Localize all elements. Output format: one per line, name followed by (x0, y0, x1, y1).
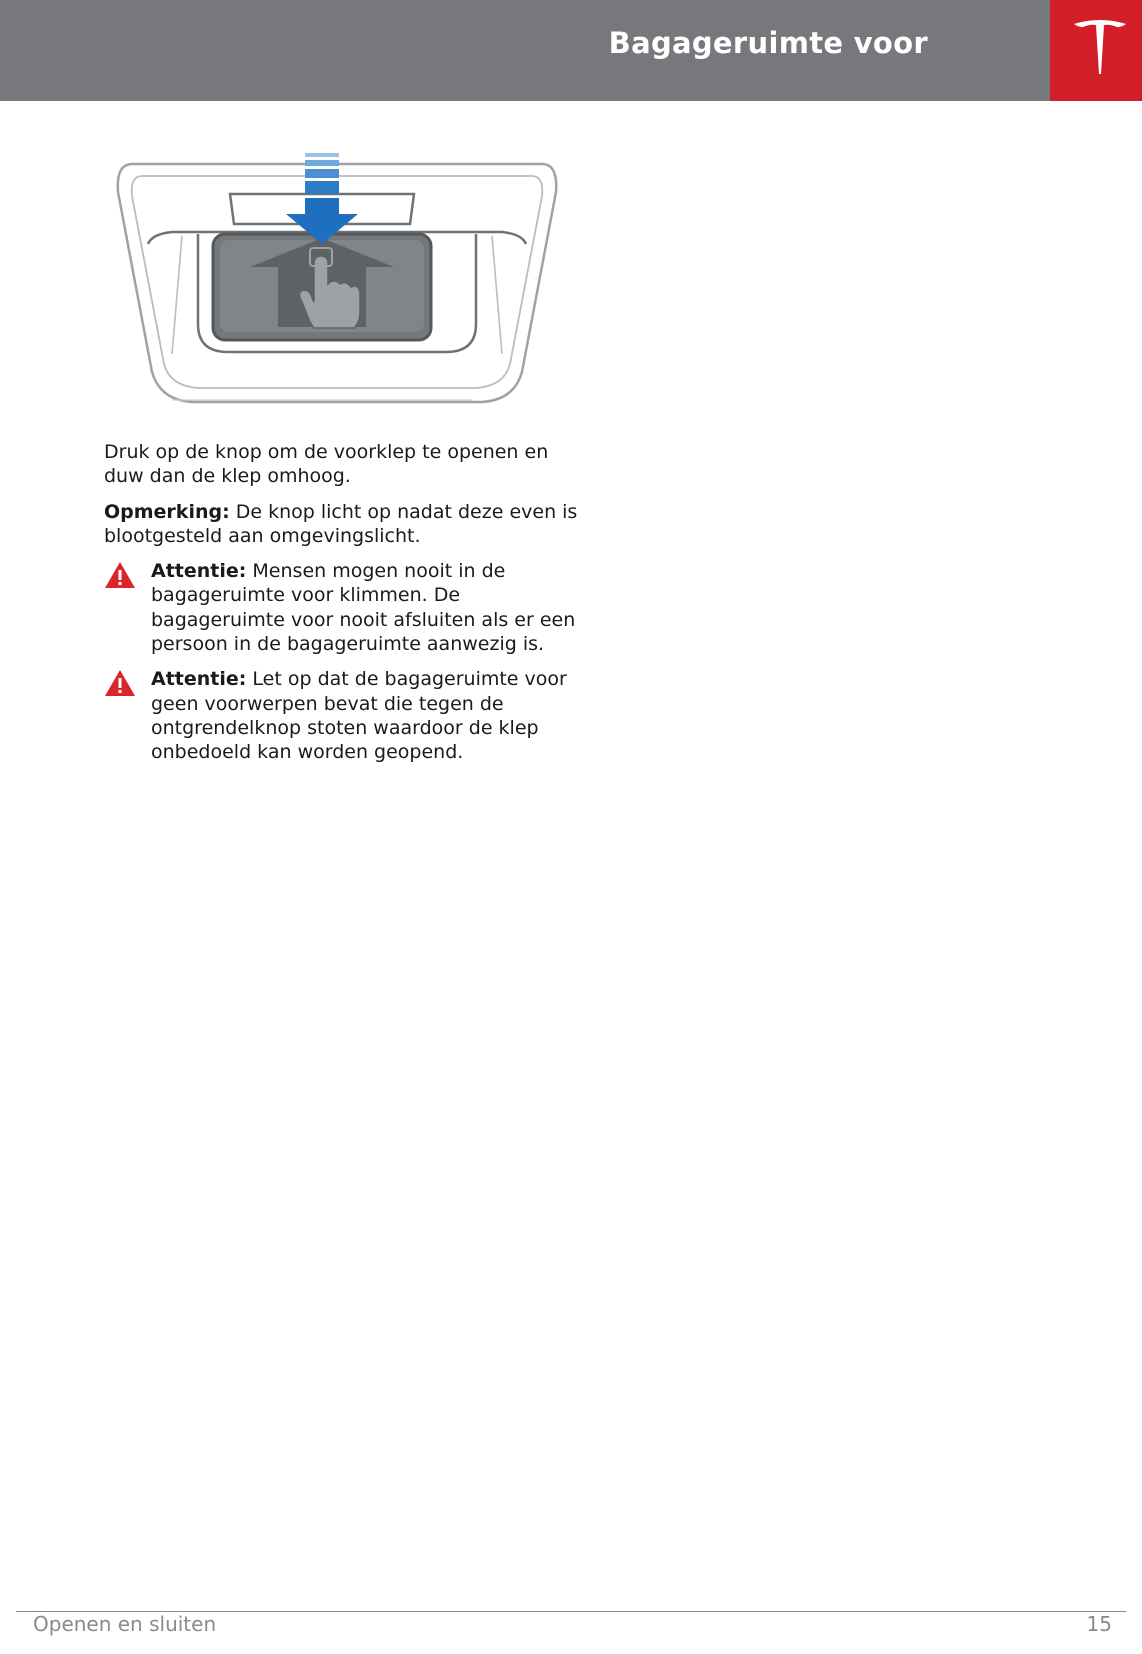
intro-paragraph: Druk op de knop om de voorklep te openen en duw dan de klep omhoog. (104, 441, 549, 488)
warning-block (104, 559, 584, 656)
warning-triangle-icon (104, 561, 136, 589)
warning-text: Let op dat de bagageruimte voor geen voorwerpen bevat die tegen de ontgrendelknop stoten waardoor de klep onbedoeld kan worden geopend. (151, 668, 567, 764)
page-number: 15 (1086, 1612, 1112, 1636)
warning-label: Attentie: (151, 560, 247, 583)
note-text: De knop licht op nadat deze even is blootgesteld aan omgevingslicht. (104, 500, 578, 547)
footer-section-title: Openen en sluiten (33, 1612, 217, 1636)
note-label: Opmerking: (104, 500, 230, 523)
note-paragraph (104, 500, 584, 549)
warning-text: Mensen mogen nooit in de bagageruimte voor klimmen. De bagageruimte voor nooit afsluiten als er een persoon in de bagageruimte aanwezig is. (151, 560, 576, 656)
tesla-logo-icon (1072, 18, 1128, 76)
header-bar (0, 0, 1050, 101)
frunk-release-illustration (112, 152, 564, 434)
page-title: Bagageruimte voor (608, 26, 928, 60)
frunk-release-button-illustration (112, 152, 564, 434)
warning-label: Attentie: (151, 668, 247, 691)
warning-triangle-icon (104, 669, 136, 697)
tesla-logo (1050, 0, 1142, 101)
warning-block (104, 667, 584, 764)
content-body (104, 440, 584, 776)
